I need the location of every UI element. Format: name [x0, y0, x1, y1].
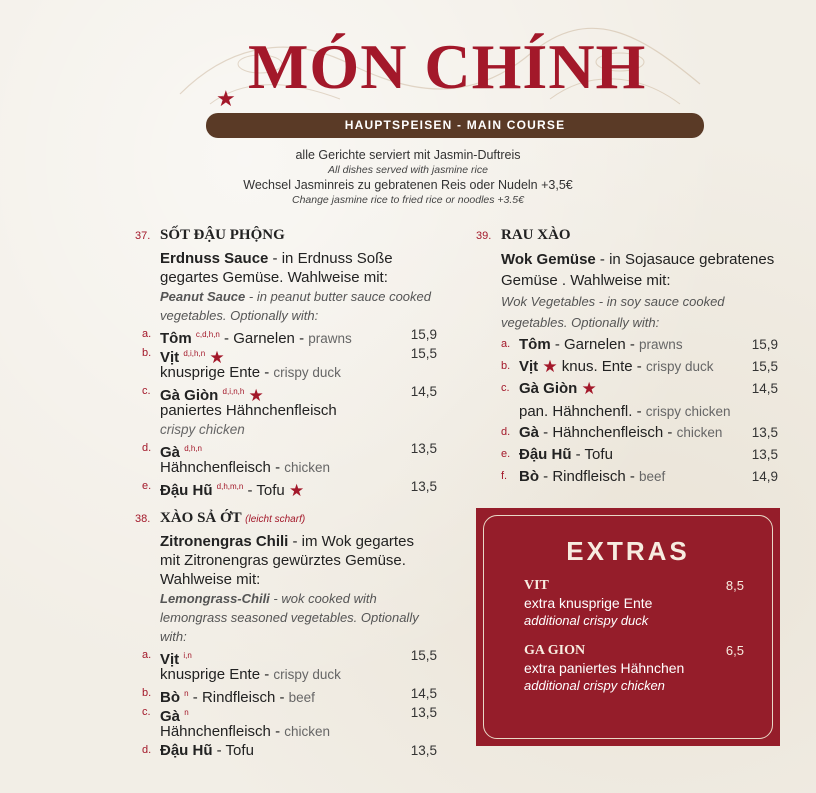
- extra-item[interactable]: GA GION 6,5 extra paniertes Hähnchen additional crispy chicken: [524, 643, 744, 693]
- dish-name: SỐT ĐẬU PHỘNG: [160, 227, 285, 243]
- option-item[interactable]: b. Vịt ★ knus. Ente - crispy duck 15,5: [501, 357, 778, 376]
- price: 15,9: [751, 337, 778, 352]
- option-item[interactable]: a. Vịt $^{i,n}$ 15,5: [142, 648, 437, 668]
- extra-item[interactable]: VIT 8,5 extra knusprige Ente additional crispy duck: [524, 578, 744, 628]
- price: 14,5: [410, 686, 437, 701]
- price: 13,5: [410, 743, 437, 758]
- option-item[interactable]: d. Đậu Hũ - Tofu 13,5: [142, 742, 437, 759]
- dish-description-de: Erdnuss Sauce - in Erdnuss Soße gegartes Gemüse. Wahlweise mit:: [160, 250, 393, 286]
- dish-name: RAU XÀO: [501, 227, 571, 243]
- title-area: [0, 24, 816, 111]
- star-icon: ★: [581, 379, 597, 398]
- dish-39: 39. RAU XÀO Wok Gemüse - in Sojasauce gebratenes Gemüse . Wahlweise mit: Wok Vegetables - in soy sauce cooked vegetables. Optionally with: a. Tôm - Garnelen - prawns 15,9 b. Vịt ★ knus. Ente - crispy duck 15,5 c. Gà Giòn ★ 14,5 pan. Hähnchenfl. - crispy chicken d. Gà - Hähnchenfleisch - chicken 13,5 e. Đậu Hũ - Tofu 13,5 f. Bò - Rindfleisch - beef 14,9: [476, 227, 778, 489]
- option-item[interactable]: c. Gà $^n$ 13,5: [142, 705, 437, 725]
- star-icon: ★: [216, 86, 236, 111]
- dish-name: XÀO SẢ ỚT (leicht scharf): [160, 510, 306, 526]
- price: 8,5: [725, 578, 744, 593]
- price: 13,5: [751, 447, 778, 462]
- price: 15,5: [751, 359, 778, 374]
- dish-37: 37. SỐT ĐẬU PHỘNG Erdnuss Sauce - in Erdnuss Soße gegartes Gemüse. Wahlweise mit: Peanut Sauce - in peanut butter sauce cooked vegetables. Optionally with: a. Tôm $^{c,d,h,n}$ - Garnelen - prawns 15,9 b. Vịt $^{d,i,h,n}$ ★ 15,5 knusprige Ente - crispy duck c. Gà Giòn $^{d,i,n,h}$ ★ 14,5 paniertes Hähnchenfleisch crispy chicken d. Gà $^{d,h,n}$ 13,5 Hähnchenfleisch - chicken e. Đậu Hũ $^{d,h,m,n}$ - Tofu ★ 13,5: [135, 227, 437, 500]
- dish-number: 37.: [135, 230, 151, 242]
- price: 13,5: [410, 705, 437, 720]
- option-item[interactable]: d. Gà - Hähnchenfleisch - chicken 13,5: [501, 424, 778, 441]
- option-item[interactable]: b. Vịt $^{d,i,h,n}$ ★ 15,5: [142, 346, 437, 367]
- dish-description-de: Zitronengras Chili - im Wok gegartes mit Zitronengras gewürztes Gemüse. Wahlweise mit:: [160, 533, 414, 588]
- price: 15,5: [410, 648, 437, 663]
- option-item[interactable]: a. Tôm - Garnelen - prawns 15,9: [501, 336, 778, 353]
- price: 14,9: [751, 469, 778, 484]
- price: 13,5: [410, 441, 437, 456]
- page-title: MÓN CHÍNH: [248, 31, 647, 102]
- extras-box: [476, 508, 780, 746]
- option-item[interactable]: a. Tôm $^{c,d,h,n}$ - Garnelen - prawns 15,9: [142, 327, 437, 347]
- note-de: alle Gerichte serviert mit Jasmin-Duftreis: [295, 148, 521, 162]
- option-item[interactable]: c. Gà Giòn $^{d,i,n,h}$ ★ 14,5: [142, 384, 437, 405]
- price: 15,9: [410, 327, 437, 342]
- price: 13,5: [751, 425, 778, 440]
- option-item[interactable]: f. Bò - Rindfleisch - beef 14,9: [501, 468, 778, 485]
- price: 14,5: [410, 384, 437, 399]
- dish-description-de: Wok Gemüse - in Sojasauce gebratenes Gemüse . Wahlweise mit:: [501, 251, 775, 289]
- dish-description-en: Lemongrass-Chili - wok cooked with lemongrass seasoned vegetables. Optionally with:: [160, 591, 419, 644]
- extras-title: EXTRAS: [566, 536, 690, 566]
- dish-38: 38. XÀO SẢ ỚT (leicht scharf) Zitronengras Chili - im Wok gegartes mit Zitronengras gewürztes Gemüse. Wahlweise mit: Lemongrass-Chili - wok cooked with lemongrass seasoned vegetables. Optionally with: a. Vịt $^{i,n}$ 15,5 knusprige Ente - crispy duck b. Bò $^n$ - Rindfleisch - beef 14,5 c. Gà $^n$ 13,5 Hähnchenfleisch - chicken d. Đậu Hũ - Tofu 13,5: [135, 510, 437, 759]
- price: 15,5: [410, 346, 437, 361]
- dish-number: 39.: [476, 230, 492, 242]
- price: 6,5: [725, 643, 744, 658]
- option-item[interactable]: b. Bò $^n$ - Rindfleisch - beef 14,5: [142, 686, 437, 706]
- star-icon: ★: [288, 481, 305, 500]
- option-item[interactable]: e. Đậu Hũ $^{d,h,m,n}$ - Tofu ★ 13,5: [142, 479, 437, 500]
- star-icon: ★: [542, 357, 558, 376]
- change-note-en: Change jasmine rice to fried rice or noodles +3.5€: [291, 194, 524, 206]
- rice-notes: [0, 148, 816, 208]
- option-item[interactable]: d. Gà $^{d,h,n}$ 13,5: [142, 441, 437, 461]
- change-note-de: Wechsel Jasminreis zu gebratenen Reis oder Nudeln +3,5€: [243, 178, 573, 192]
- dish-description-en: Wok Vegetables - in soy sauce cooked vegetables. Optionally with:: [501, 294, 725, 330]
- option-item[interactable]: e. Đậu Hũ - Tofu 13,5: [501, 446, 778, 463]
- note-en: All dishes served with jasmine rice: [328, 164, 488, 176]
- option-item[interactable]: c. Gà Giòn ★ 14,5: [501, 379, 778, 398]
- dish-number: 38.: [135, 513, 151, 525]
- star-icon: ★: [248, 386, 264, 405]
- section-banner: HAUPTSPEISEN - MAIN COURSE: [206, 113, 704, 138]
- dish-description-en: Peanut Sauce - in peanut butter sauce cooked vegetables. Optionally with:: [160, 289, 431, 323]
- price: 14,5: [751, 381, 778, 396]
- price: 13,5: [410, 479, 437, 494]
- star-icon: ★: [209, 348, 225, 367]
